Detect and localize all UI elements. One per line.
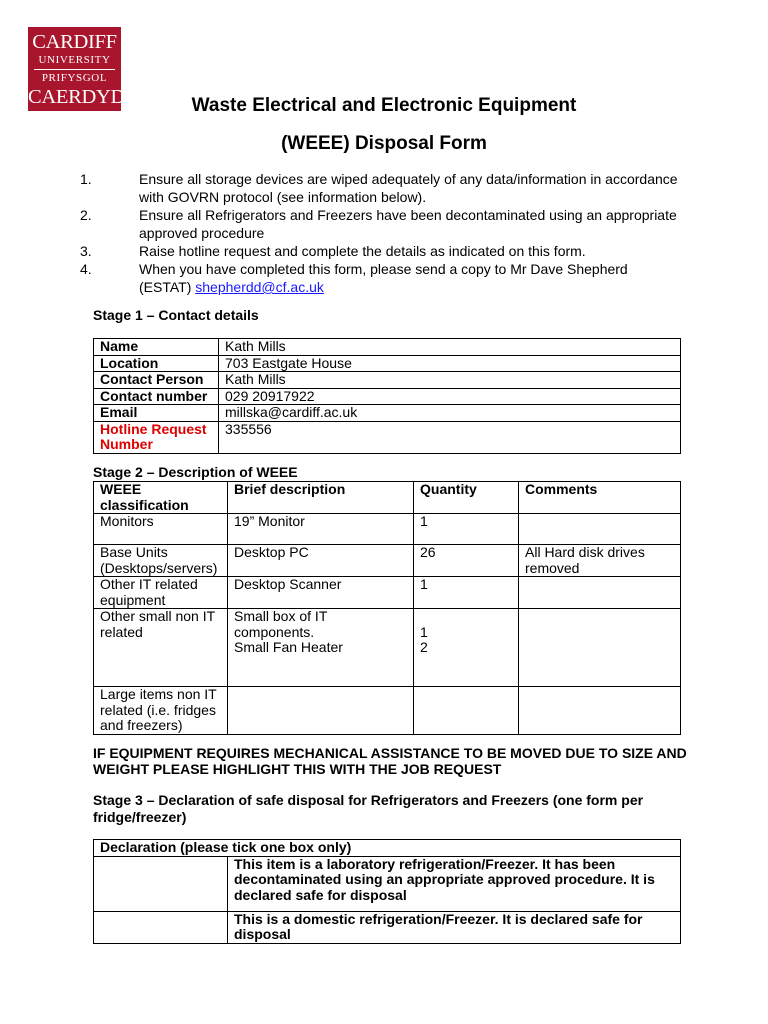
table-row [94, 339, 681, 356]
table-row [94, 514, 681, 545]
declaration-option-laboratory: This item is a laboratory refrigeration/Freezer. It has been decontaminated using an appropriate approved procedure. It is declared safe for disposal [228, 856, 681, 911]
logo-line-cardiff: CARDIFF [32, 31, 117, 53]
declaration-table [93, 839, 681, 944]
comments-cell[interactable] [519, 514, 681, 545]
column-header: WEEE classification [94, 482, 228, 514]
classification-cell: Other IT related equipment [94, 577, 228, 609]
instruction-text: When you have completed this form, please send a copy to Mr Dave Shepherd (ESTAT) [139, 261, 628, 295]
quantity-cell[interactable]: 26 [414, 545, 519, 577]
description-cell[interactable] [228, 687, 414, 735]
contact-value[interactable]: Kath Mills [219, 339, 681, 356]
instruction-item [80, 206, 680, 242]
contact-value[interactable]: 335556 [219, 421, 681, 453]
table-row [94, 545, 681, 577]
tick-box-domestic[interactable] [94, 911, 228, 943]
quantity-line: 2 [420, 639, 428, 655]
table-row [94, 856, 681, 911]
instruction-item [80, 242, 680, 260]
description-cell[interactable]: Desktop PC [228, 545, 414, 577]
description-line: Small box of IT components. [234, 608, 328, 640]
contact-value[interactable]: 703 Eastgate House [219, 355, 681, 372]
instruction-number: 3. [80, 243, 92, 259]
table-row [94, 609, 681, 687]
instruction-text: Raise hotline request and complete the details as indicated on this form. [139, 243, 586, 259]
table-row [94, 405, 681, 422]
instruction-text: Ensure all storage devices are wiped adequately of any data/information in accordance with GOVRN protocol (see information below). [139, 171, 678, 205]
table-row [94, 372, 681, 389]
table-header-row [94, 840, 681, 857]
table-row [94, 577, 681, 609]
instruction-number: 2. [80, 207, 92, 223]
instruction-text: Ensure all Refrigerators and Freezers have been decontaminated using an appropriate approved procedure [139, 207, 677, 241]
description-cell[interactable] [228, 609, 414, 687]
quantity-cell[interactable] [414, 687, 519, 735]
contact-label-hotline: Hotline Request Number [94, 421, 219, 453]
table-row [94, 355, 681, 372]
stage2-heading: Stage 2 – Description of WEEE [93, 464, 298, 480]
declaration-option-domestic: This is a domestic refrigeration/Freezer. It is declared safe for disposal [228, 911, 681, 943]
contact-value[interactable]: millska@cardiff.ac.uk [219, 405, 681, 422]
logo-line-prifysgol: PRIFYSGOL [41, 72, 108, 84]
classification-cell: Large items non IT related (i.e. fridges and freezers) [94, 687, 228, 735]
comments-cell[interactable] [519, 577, 681, 609]
table-header-row [94, 482, 681, 514]
comments-cell[interactable] [519, 609, 681, 687]
form-title-line1: Waste Electrical and Electronic Equipment [191, 95, 577, 116]
contact-label: Contact Person [94, 372, 219, 389]
quantity-cell[interactable] [414, 609, 519, 687]
column-header: Comments [519, 482, 681, 514]
stage3-heading: Stage 3 – Declaration of safe disposal for Refrigerators and Freezers (one form per fridge/freezer) [93, 792, 644, 825]
logo-line-caerdydd: CAERDYDD [28, 86, 140, 108]
table-row [94, 687, 681, 735]
contact-label: Contact number [94, 388, 219, 405]
instruction-number: 1. [80, 171, 92, 187]
quantity-cell[interactable]: 1 [414, 514, 519, 545]
contact-details-table [93, 338, 681, 454]
classification-cell: Monitors [94, 514, 228, 545]
contact-label: Email [94, 405, 219, 422]
description-cell[interactable]: 19” Monitor [228, 514, 414, 545]
logo-divider [34, 69, 115, 70]
comments-cell[interactable]: All Hard disk drives removed [519, 545, 681, 577]
quantity-spacer [420, 609, 512, 625]
instructions-list [80, 170, 680, 296]
comments-cell[interactable] [519, 687, 681, 735]
instruction-number: 4. [80, 261, 92, 277]
instruction-item [80, 170, 680, 206]
stage1-heading: Stage 1 – Contact details [93, 307, 259, 323]
instruction-item [80, 260, 680, 296]
description-cell[interactable]: Desktop Scanner [228, 577, 414, 609]
description-line: Small Fan Heater [234, 639, 343, 655]
contact-label: Location [94, 355, 219, 372]
contact-label: Name [94, 339, 219, 356]
column-header: Brief description [228, 482, 414, 514]
table-row [94, 421, 681, 453]
quantity-line: 1 [420, 623, 428, 640]
tick-box-laboratory[interactable] [94, 856, 228, 911]
table-row [94, 911, 681, 943]
quantity-cell[interactable]: 1 [414, 577, 519, 609]
declaration-header: Declaration (please tick one box only) [94, 840, 681, 857]
contact-value[interactable]: Kath Mills [219, 372, 681, 389]
weee-description-table [93, 481, 681, 735]
contact-value[interactable]: 029 20917922 [219, 388, 681, 405]
classification-cell: Base Units (Desktops/servers) [94, 545, 228, 577]
mechanical-assistance-warning: IF EQUIPMENT REQUIRES MECHANICAL ASSISTANCE TO BE MOVED DUE TO SIZE AND WEIGHT PLEASE HIGHLIGHT THIS WITH THE JOB REQUEST [93, 745, 687, 777]
email-link[interactable]: shepherdd@cf.ac.uk [195, 279, 324, 295]
logo-line-university: UNIVERSITY [38, 54, 111, 66]
table-row [94, 388, 681, 405]
column-header: Quantity [414, 482, 519, 514]
classification-cell: Other small non IT related [94, 609, 228, 687]
form-title-line2: (WEEE) Disposal Form [281, 133, 487, 154]
